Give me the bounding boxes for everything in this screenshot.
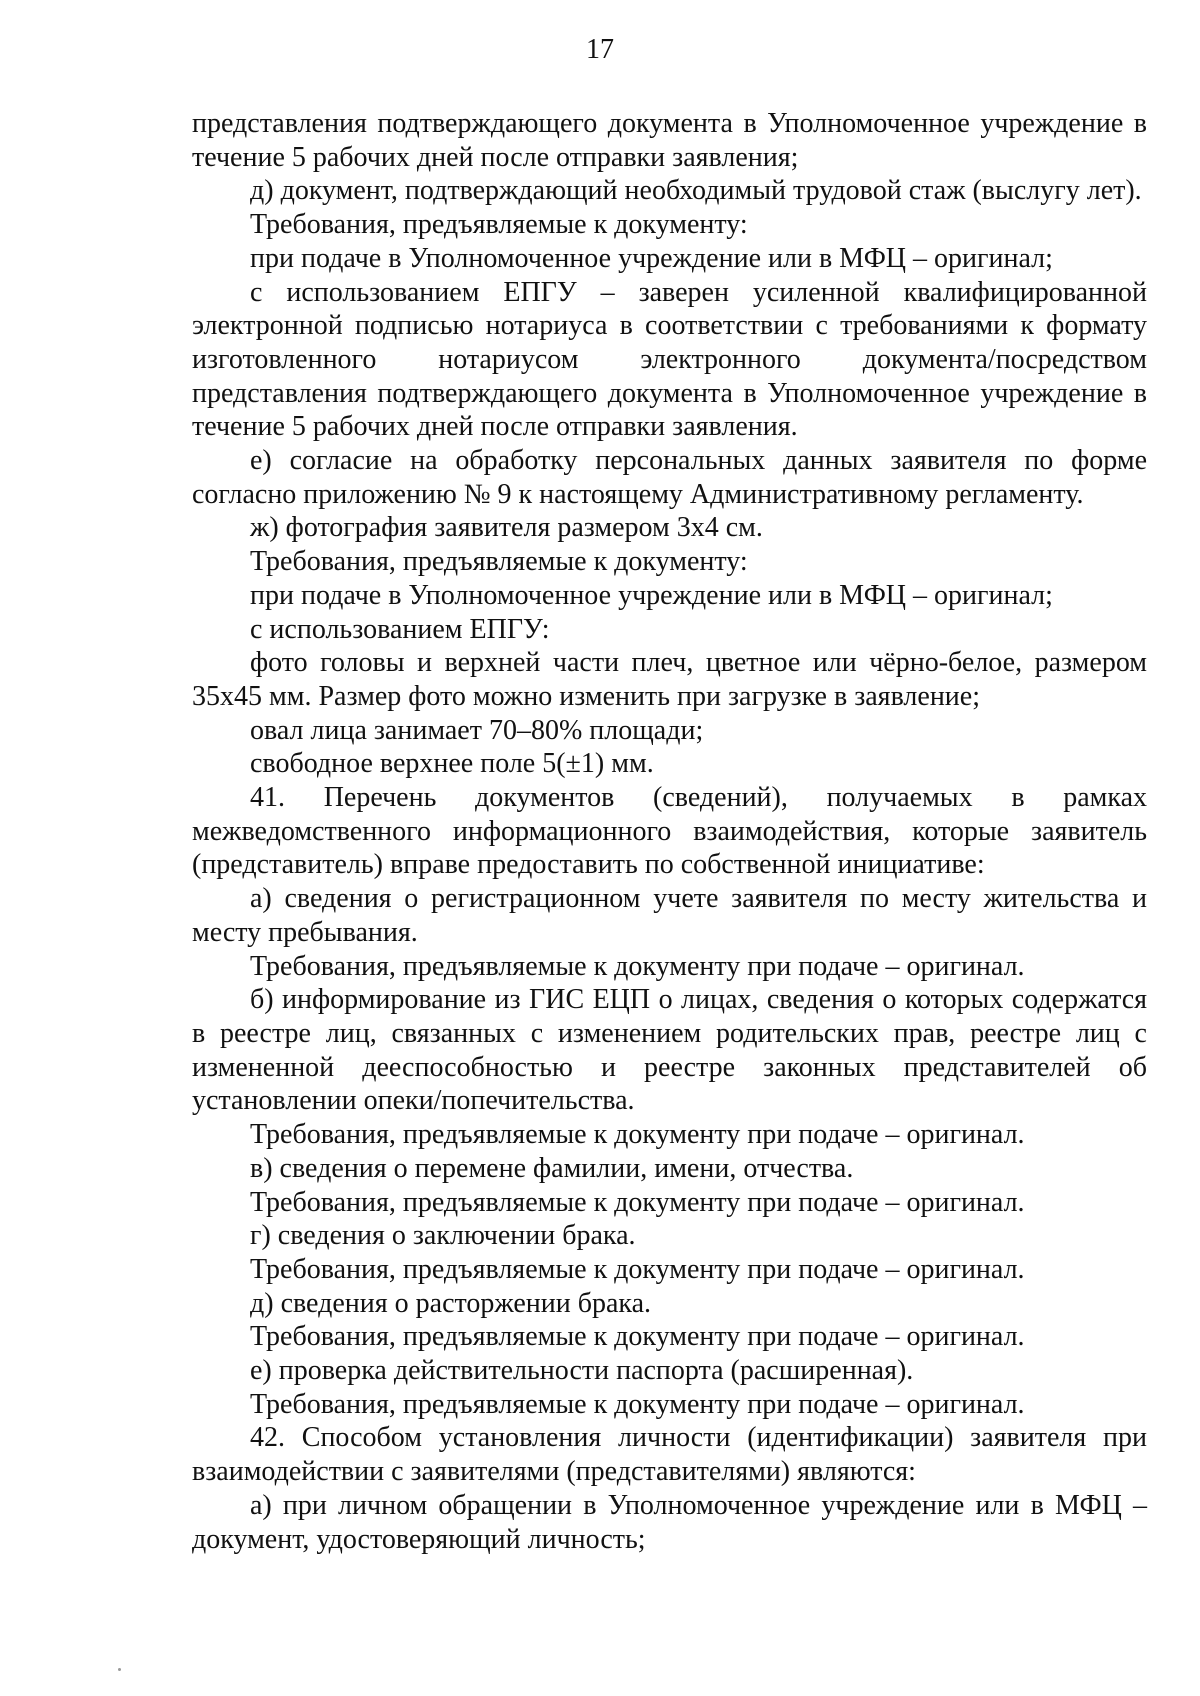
paragraph-requirements-original: Требования, предъявляемые к документу при подаче – оригинал. [250,1321,1025,1353]
paragraph-requirements-original: Требования, предъявляемые к документу при подаче – оригинал. [250,1253,1025,1285]
paragraph-requirements-original: Требования, предъявляемые к документу при подаче – оригинал. [250,1119,1025,1151]
paragraph-item-e-passport-check: е) проверка действительности паспорта (расширенная). [250,1355,914,1387]
paragraph-item-g-marriage: г) сведения о заключении брака. [250,1220,636,1252]
paragraph-continuation: представления подтверждающего документа в Уполномоченное учреждение в течение 5 рабочих дней после отправки заявления; [192,108,1147,173]
paragraph-face-oval: овал лица занимает 70–80% площади; [250,714,704,746]
paragraph-requirements-original: Требования, предъявляемые к документу при подаче – оригинал. [250,1388,1025,1420]
paragraph-top-margin: свободное верхнее поле 5(±1) мм. [250,748,654,780]
paragraph-requirements-original: Требования, предъявляемые к документу при подаче – оригинал. [250,1186,1025,1218]
paragraph-item-a-personal-visit: а) при личном обращении в Уполномоченное учреждение или в МФЦ – документ, удостоверяющий личность; [192,1489,1147,1555]
paragraph-item-a-registration: а) сведения о регистрационном учете заявителя по месту жительства и месту пребывания. [192,883,1147,948]
paragraph-original-in-office: при подаче в Уполномоченное учреждение или в МФЦ – оригинал; [250,579,1053,611]
paragraph-requirements: Требования, предъявляемые к документу: [250,546,748,578]
paragraph-section-42: 42. Способом установления личности (идентификации) заявителя при взаимодействии с заявителями (представителями) являются: [192,1422,1147,1488]
document-body [192,107,1147,1556]
scan-artifact [118,1668,121,1671]
paragraph-item-e-personal-data-consent: е) согласие на обработку персональных данных заявителя по форме согласно приложению № 9 к настоящему Административному регламенту. [192,445,1147,510]
paragraph-item-d-work-experience: д) документ, подтверждающий необходимый трудовой стаж (выслугу лет). [250,175,1142,207]
paragraph-original-in-office: при подаче в Уполномоченное учреждение или в МФЦ – оригинал; [250,242,1053,274]
paragraph-item-b-gis-ecp: б) информирование из ГИС ЕЦП о лицах, сведения о которых содержатся в реестре лиц, связанных с изменением родительских прав, реестре лиц с измененной дееспособностью и реестре законных представителей об установлении опеки/попечительства. [192,984,1147,1117]
paragraph-requirements-original: Требования, предъявляемые к документу при подаче – оригинал. [250,950,1025,982]
paragraph-requirements: Требования, предъявляемые к документу: [250,209,748,241]
paragraph-item-zh-photo: ж) фотография заявителя размером 3х4 см. [250,512,763,544]
page-number: 17 [586,34,614,65]
paragraph-item-v-name-change: в) сведения о перемене фамилии, имени, отчества. [250,1152,854,1184]
paragraph-item-d-divorce: д) сведения о расторжении брака. [250,1287,651,1319]
paragraph-photo-size: фото головы и верхней части плеч, цветное или чёрно-белое, размером 35х45 мм. Размер фото можно изменить при загрузке в заявление; [192,647,1147,712]
paragraph-using-epgu: с использованием ЕПГУ: [250,613,550,645]
paragraph-epgu-notary-signature: с использованием ЕПГУ – заверен усиленной квалифицированной электронной подписью нотариуса в соответствии с требованиями к формату изготовленного нотариусом электронного документа/посредством представления подтверждающего документа в Уполномоченное учреждение в течение 5 рабочих дней после отправки заявления. [192,276,1147,443]
paragraph-section-41: 41. Перечень документов (сведений), получаемых в рамках межведомственного информационного взаимодействия, которые заявитель (представитель) вправе предоставить по собственной инициативе: [192,782,1147,881]
